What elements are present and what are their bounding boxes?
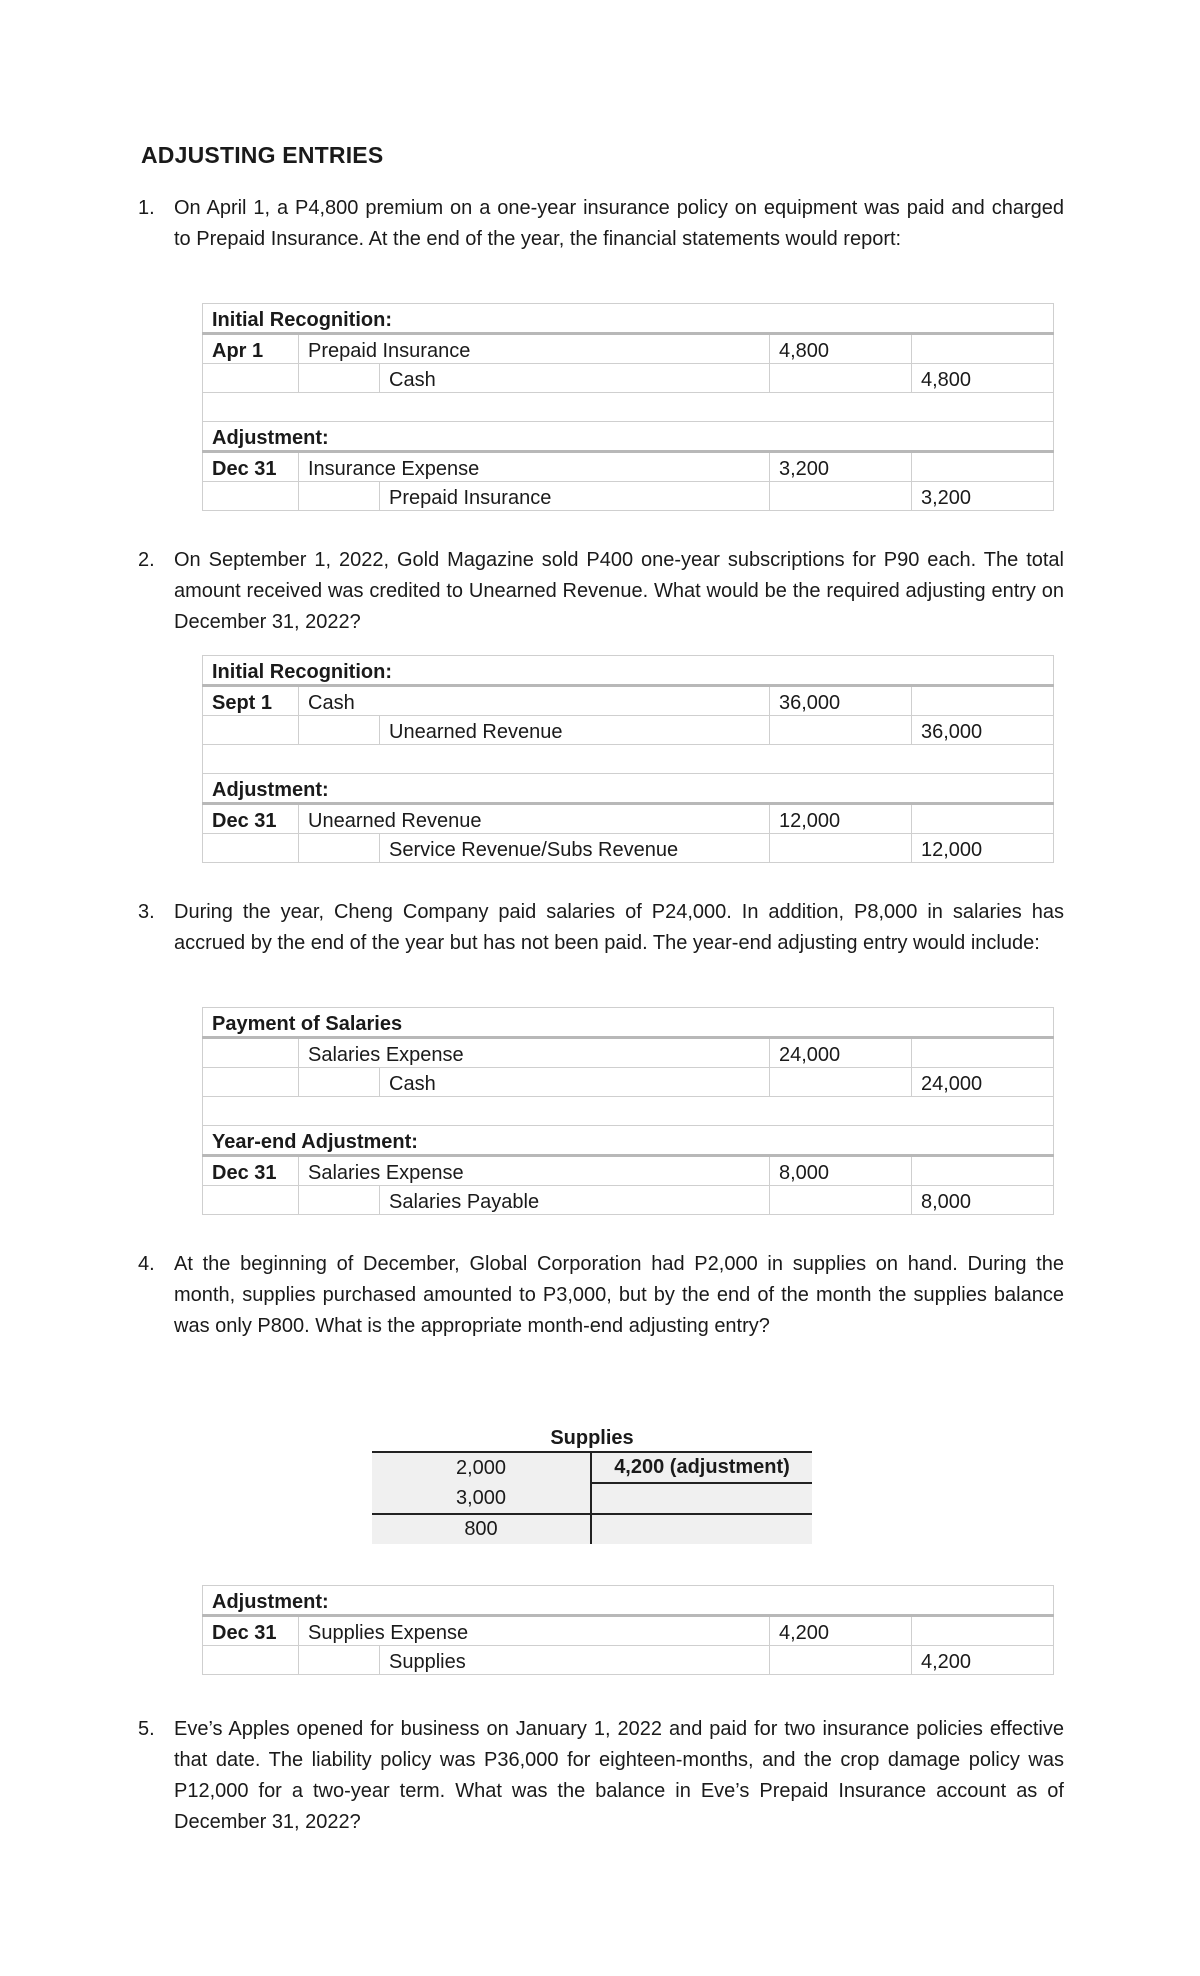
credit-account: Cash bbox=[380, 1068, 770, 1097]
credit-amount: 24,000 bbox=[912, 1068, 1054, 1097]
t-account-title: Supplies bbox=[550, 1427, 634, 1449]
table-row bbox=[203, 364, 1054, 393]
question-2 bbox=[138, 545, 1064, 638]
entry-date: Dec 31 bbox=[203, 1156, 299, 1186]
credit-account: Prepaid Insurance bbox=[380, 482, 770, 511]
debit-account: Supplies Expense bbox=[299, 1616, 770, 1646]
debit-account: Salaries Expense bbox=[299, 1156, 770, 1186]
credit-amount bbox=[912, 334, 1054, 364]
debit-account: Unearned Revenue bbox=[299, 804, 770, 834]
journal-entry-table-2 bbox=[202, 655, 1054, 863]
table-row bbox=[203, 686, 1054, 716]
credit-amount: 4,200 bbox=[912, 1646, 1054, 1675]
table-row bbox=[203, 804, 1054, 834]
section-header: Initial Recognition: bbox=[203, 304, 1054, 334]
credit-amount: 3,200 bbox=[912, 482, 1054, 511]
table-row bbox=[203, 482, 1054, 511]
question-text: On September 1, 2022, Gold Magazine sold P400 one-year subscriptions for P90 each. The total amount received was credited to Unearned Revenue. What would be the required adjusting entry on December 31, 2022? bbox=[174, 549, 1064, 633]
table-row bbox=[203, 452, 1054, 482]
debit-account: Prepaid Insurance bbox=[299, 334, 770, 364]
credit-account: Cash bbox=[380, 364, 770, 393]
question-3 bbox=[138, 897, 1064, 959]
question-text: At the beginning of December, Global Corporation had P2,000 in supplies on hand. During the month, supplies purchased amounted to P3,000, but by the end of the month the supplies balance was only P800. What is the appropriate month-end adjusting entry? bbox=[174, 1253, 1064, 1337]
debit-amount: 24,000 bbox=[770, 1038, 912, 1068]
section-header: Adjustment: bbox=[203, 774, 1054, 804]
question-number: 1. bbox=[138, 197, 155, 219]
debit-amount: 4,200 bbox=[770, 1616, 912, 1646]
debit-amount: 3,200 bbox=[770, 452, 912, 482]
question-number: 4. bbox=[138, 1253, 155, 1275]
credit-account: Service Revenue/Subs Revenue bbox=[380, 834, 770, 863]
question-1 bbox=[138, 193, 1064, 255]
question-5 bbox=[138, 1714, 1064, 1838]
t-account-debit: 3,000 bbox=[372, 1483, 591, 1514]
table-row bbox=[203, 1068, 1054, 1097]
t-account-debit: 2,000 bbox=[372, 1452, 591, 1483]
entry-date: Sept 1 bbox=[203, 686, 299, 716]
table-row bbox=[203, 716, 1054, 745]
question-text: Eve’s Apples opened for business on January 1, 2022 and paid for two insurance policies effective that date. The liability policy was P36,000 for eighteen-months, and the crop damage policy was P12,000 for a two-year term. What was the balance in Eve’s Prepaid Insurance account as of December 31, 2022? bbox=[174, 1718, 1064, 1833]
table-row bbox=[203, 334, 1054, 364]
credit-account: Salaries Payable bbox=[380, 1186, 770, 1215]
table-row bbox=[372, 1514, 812, 1544]
t-account-balance: 800 bbox=[372, 1514, 591, 1544]
question-number: 3. bbox=[138, 901, 155, 923]
debit-amount: 4,800 bbox=[770, 334, 912, 364]
section-header: Year-end Adjustment: bbox=[203, 1126, 1054, 1156]
credit-amount: 36,000 bbox=[912, 716, 1054, 745]
section-header: Payment of Salaries bbox=[203, 1008, 1054, 1038]
t-account-credit: 4,200 (adjustment) bbox=[591, 1452, 812, 1483]
question-text: On April 1, a P4,800 premium on a one-year insurance policy on equipment was paid and charged to Prepaid Insurance. At the end of the year, the financial statements would report: bbox=[174, 197, 1064, 250]
question-number: 5. bbox=[138, 1718, 155, 1740]
debit-amount: 8,000 bbox=[770, 1156, 912, 1186]
table-row bbox=[203, 1616, 1054, 1646]
table-row bbox=[372, 1452, 812, 1483]
page-title: ADJUSTING ENTRIES bbox=[141, 142, 384, 168]
table-row bbox=[203, 1156, 1054, 1186]
debit-account: Salaries Expense bbox=[299, 1038, 770, 1068]
supplies-t-account bbox=[372, 1425, 812, 1544]
credit-account: Supplies bbox=[380, 1646, 770, 1675]
entry-date: Apr 1 bbox=[203, 334, 299, 364]
credit-amount: 8,000 bbox=[912, 1186, 1054, 1215]
question-number: 2. bbox=[138, 549, 155, 571]
journal-entry-table-1 bbox=[202, 303, 1054, 511]
entry-date: Dec 31 bbox=[203, 804, 299, 834]
table-row bbox=[203, 1186, 1054, 1215]
entry-date bbox=[203, 1038, 299, 1068]
entry-date: Dec 31 bbox=[203, 452, 299, 482]
question-text: During the year, Cheng Company paid salaries of P24,000. In addition, P8,000 in salaries has accrued by the end of the year but has not been paid. The year-end adjusting entry would include: bbox=[174, 901, 1064, 954]
journal-entry-table-4 bbox=[202, 1585, 1054, 1675]
entry-date: Dec 31 bbox=[203, 1616, 299, 1646]
section-header: Initial Recognition: bbox=[203, 656, 1054, 686]
table-row bbox=[372, 1483, 812, 1514]
debit-account: Insurance Expense bbox=[299, 452, 770, 482]
section-header: Adjustment: bbox=[203, 1586, 1054, 1616]
debit-amount: 36,000 bbox=[770, 686, 912, 716]
credit-amount: 4,800 bbox=[912, 364, 1054, 393]
table-row bbox=[203, 1646, 1054, 1675]
credit-amount: 12,000 bbox=[912, 834, 1054, 863]
debit-amount: 12,000 bbox=[770, 804, 912, 834]
table-row bbox=[203, 1038, 1054, 1068]
credit-account: Unearned Revenue bbox=[380, 716, 770, 745]
section-header: Adjustment: bbox=[203, 422, 1054, 452]
debit-account: Cash bbox=[299, 686, 770, 716]
journal-entry-table-3 bbox=[202, 1007, 1054, 1215]
question-4 bbox=[138, 1249, 1064, 1342]
table-row bbox=[203, 834, 1054, 863]
